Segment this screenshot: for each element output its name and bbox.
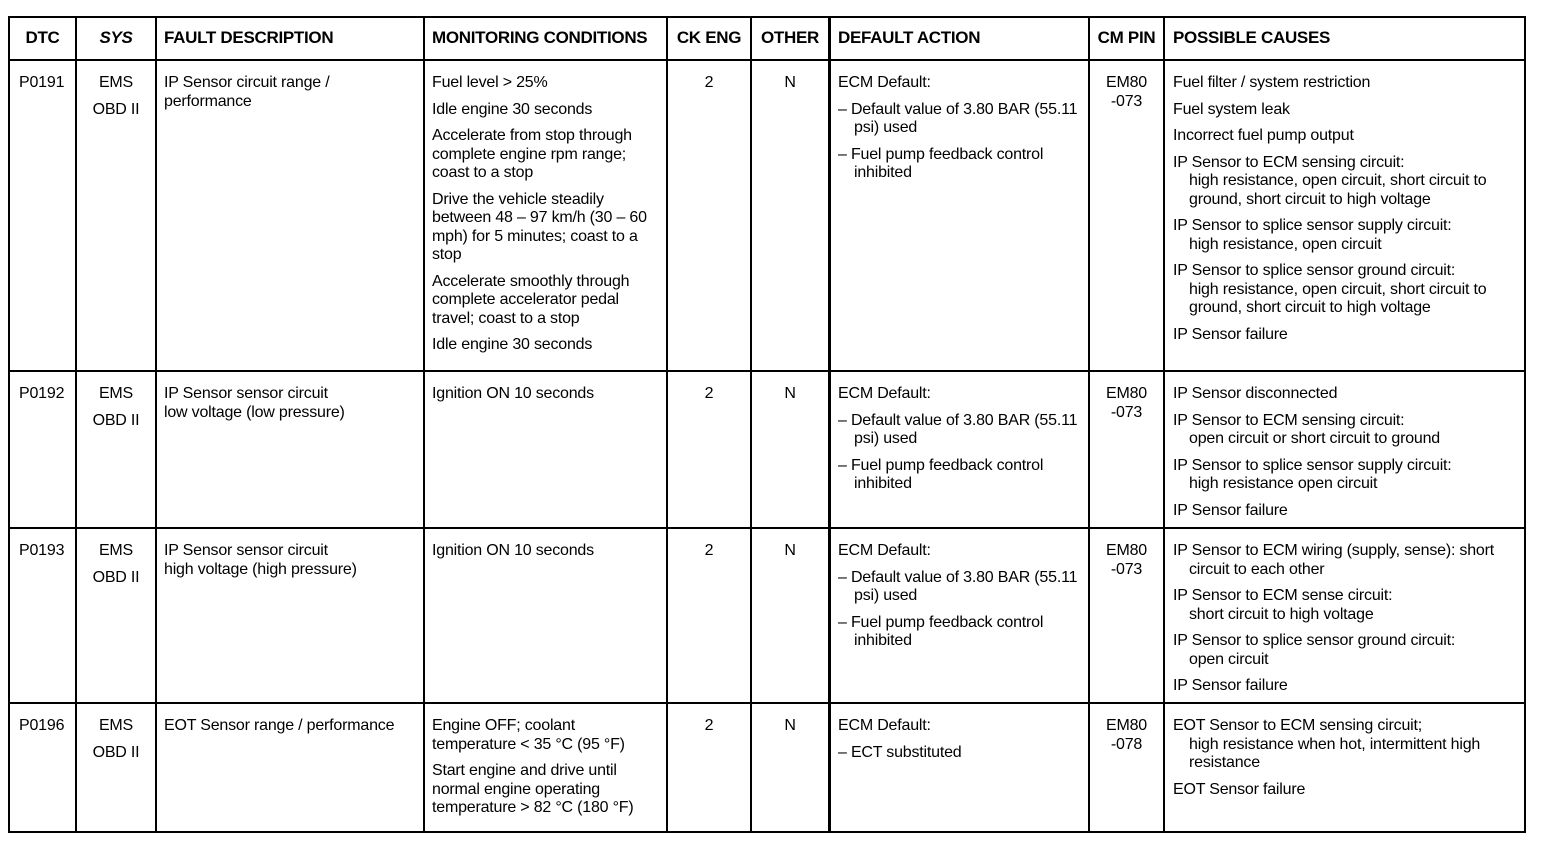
cause-detail: high resistance, open circuit, short circuit to ground, short circuit to high voltage	[1189, 172, 1487, 208]
row4-fault	[164, 717, 419, 736]
row1-sys	[77, 74, 155, 119]
table-rule-row3	[8, 702, 1526, 704]
list-item: IP Sensor failure	[1173, 325, 1288, 343]
row4-default-item: – ECT substituted	[838, 743, 962, 761]
list-item	[1173, 412, 1518, 449]
row3-fault-line2: high voltage (high pressure)	[164, 560, 357, 578]
row3-cm-pin	[1090, 542, 1163, 579]
row3-dtc: P0193	[19, 542, 65, 559]
list-item	[1173, 217, 1518, 254]
row2-monitoring	[432, 385, 660, 404]
row3-monitoring	[432, 542, 660, 561]
cause-detail: open circuit or short circuit to ground	[1189, 430, 1440, 447]
header-fault-description: FAULT DESCRIPTION	[164, 28, 334, 47]
row2-default-action	[838, 385, 1078, 494]
row4-mon-item: Start engine and drive until normal engine operating temperature > 82 °C (180 °F)	[432, 762, 634, 816]
cause-detail: high resistance when hot, intermittent high resistance	[1189, 735, 1481, 771]
row4-other: N	[784, 717, 796, 734]
row2-default-item: – Default value of 3.80 BAR (55.11 psi) used	[838, 411, 1078, 447]
row4-sys-obd: OBD II	[92, 743, 140, 761]
list-item: Fuel filter / system restriction	[1173, 74, 1371, 91]
header-ck-eng: CK ENG	[676, 28, 742, 47]
row1-mon-item: Accelerate smoothly through complete accelerator pedal travel; coast to a stop	[432, 272, 630, 327]
cause-main: IP Sensor to ECM sensing circuit:	[1173, 153, 1405, 171]
row2-pin-connector: EM80	[1106, 385, 1147, 402]
row3-sys-ems: EMS	[98, 542, 134, 559]
row4-fault-line1: EOT Sensor range / performance	[164, 717, 395, 734]
list-item: IP Sensor failure	[1173, 677, 1288, 694]
row2-default-title: ECM Default:	[838, 385, 931, 402]
row2-ck-eng: 2	[704, 385, 714, 402]
cause-main: IP Sensor to splice sensor supply circuit:	[1173, 456, 1452, 474]
row1-sys-obd: OBD II	[92, 100, 140, 118]
list-item: IP Sensor disconnected	[1173, 385, 1338, 402]
row1-dtc: P0191	[19, 74, 65, 91]
row3-pin-number: -073	[1110, 560, 1143, 578]
row4-pin-number: -078	[1110, 735, 1143, 753]
row1-sys-ems: EMS	[98, 74, 134, 91]
row2-fault-line1: IP Sensor sensor circuit	[164, 385, 328, 402]
row1-default-item: – Fuel pump feedback control inhibited	[838, 145, 1044, 181]
row3-default-item: – Default value of 3.80 BAR (55.11 psi) used	[838, 568, 1078, 604]
list-item: Fuel system leak	[1173, 100, 1290, 118]
cause-main: IP Sensor to ECM sensing circuit:	[1173, 411, 1405, 429]
header-default-action: DEFAULT ACTION	[838, 28, 981, 47]
cause-main: IP Sensor to ECM sense circuit:	[1173, 587, 1393, 604]
header-sys: SYS	[99, 28, 133, 47]
header-dtc: DTC	[25, 28, 60, 47]
row1-monitoring	[432, 74, 660, 355]
row3-ck-eng: 2	[704, 542, 714, 559]
cause-detail: open circuit	[1189, 650, 1269, 668]
list-item	[1173, 262, 1518, 318]
row1-mon-item: Idle engine 30 seconds	[432, 336, 593, 353]
row3-fault	[164, 542, 419, 579]
cause-main: IP Sensor to ECM wiring (supply, sense): short	[1173, 542, 1495, 559]
col-rule-monitoring	[666, 16, 668, 833]
row3-fault-line1: IP Sensor sensor circuit	[164, 542, 328, 559]
row1-causes	[1173, 74, 1518, 344]
row4-dtc: P0196	[19, 717, 65, 734]
row4-mon-item: Engine OFF; coolant temperature < 35 °C (95 °F)	[432, 717, 625, 753]
col-rule-pin	[1163, 16, 1165, 833]
list-item	[1173, 632, 1518, 669]
row2-mon-item: Ignition ON 10 seconds	[432, 385, 594, 402]
cause-main: EOT Sensor to ECM sensing circuit;	[1173, 717, 1422, 734]
row3-pin-connector: EM80	[1106, 542, 1147, 559]
list-item: Incorrect fuel pump output	[1173, 127, 1354, 144]
cause-detail: high resistance, open circuit, short circuit to ground, short circuit to high voltage	[1189, 280, 1487, 316]
cause-detail: high resistance, open circuit	[1189, 235, 1382, 253]
list-item	[1173, 717, 1518, 773]
col-rule-sys	[155, 16, 157, 833]
row4-ck-eng: 2	[704, 717, 714, 734]
table-rule-bottom	[8, 831, 1526, 833]
list-item	[1173, 587, 1518, 624]
row2-fault-line2: low voltage (low pressure)	[164, 403, 345, 421]
row4-causes	[1173, 717, 1518, 799]
table-rule-row2	[8, 527, 1526, 529]
col-rule-left	[8, 16, 10, 833]
row1-ck-eng: 2	[704, 74, 714, 91]
col-rule-fault	[423, 16, 425, 833]
list-item	[1173, 542, 1518, 579]
header-cm-pin: CM PIN	[1097, 28, 1156, 47]
cause-detail: circuit to each other	[1189, 560, 1325, 578]
row1-fault-line1: IP Sensor circuit range /	[164, 74, 330, 91]
row2-causes	[1173, 385, 1518, 520]
row4-cm-pin	[1090, 717, 1163, 754]
row4-default-title: ECM Default:	[838, 717, 931, 734]
row2-other: N	[784, 385, 796, 402]
row3-mon-item: Ignition ON 10 seconds	[432, 542, 594, 559]
row4-sys	[77, 717, 155, 762]
cause-main: IP Sensor to splice sensor ground circuit:	[1173, 262, 1456, 279]
col-rule-default	[1088, 16, 1090, 833]
row1-fault-line2: performance	[164, 92, 252, 110]
row1-pin-connector: EM80	[1106, 74, 1147, 91]
row2-sys-ems: EMS	[98, 385, 134, 402]
list-item	[1173, 457, 1518, 494]
col-rule-ckeng	[750, 16, 752, 833]
col-rule-other	[828, 16, 831, 833]
cause-main: IP Sensor to splice sensor supply circuit:	[1173, 217, 1452, 234]
header-other: OTHER	[760, 28, 819, 47]
list-item: EOT Sensor failure	[1173, 780, 1306, 798]
row1-default-item: – Default value of 3.80 BAR (55.11 psi) used	[838, 100, 1078, 136]
table-rule-row1	[8, 370, 1526, 372]
row4-pin-connector: EM80	[1106, 717, 1147, 734]
row1-fault	[164, 74, 419, 111]
row1-mon-item: Accelerate from stop through complete engine rpm range; coast to a stop	[432, 127, 632, 181]
row2-sys-obd: OBD II	[92, 411, 140, 429]
row2-sys	[77, 385, 155, 430]
list-item	[1173, 154, 1518, 210]
row2-fault	[164, 385, 419, 422]
row3-other: N	[784, 542, 796, 559]
row1-mon-item: Drive the vehicle steadily between 48 – 97 km/h (30 – 60 mph) for 5 minutes; coast to a stop	[432, 190, 647, 263]
table-rule-header	[8, 59, 1526, 61]
row3-sys-obd: OBD II	[92, 568, 140, 586]
row1-pin-number: -073	[1110, 92, 1143, 110]
row1-default-title: ECM Default:	[838, 74, 931, 91]
row2-pin-number: -073	[1110, 403, 1143, 421]
row1-mon-item: Idle engine 30 seconds	[432, 100, 593, 118]
row4-monitoring	[432, 717, 660, 818]
row3-sys	[77, 542, 155, 587]
header-monitoring-conditions: MONITORING CONDITIONS	[432, 28, 648, 47]
row2-dtc: P0192	[19, 385, 65, 402]
row2-cm-pin	[1090, 385, 1163, 422]
row3-default-title: ECM Default:	[838, 542, 931, 559]
list-item: IP Sensor failure	[1173, 501, 1288, 519]
row3-default-action	[838, 542, 1078, 651]
cause-main: IP Sensor to splice sensor ground circuit:	[1173, 632, 1456, 649]
row1-other: N	[784, 74, 796, 91]
row1-mon-item: Fuel level > 25%	[432, 74, 548, 91]
row1-default-action	[838, 74, 1078, 183]
col-rule-right	[1524, 16, 1526, 833]
row4-default-action	[838, 717, 1078, 762]
row3-default-item: – Fuel pump feedback control inhibited	[838, 613, 1044, 649]
row2-default-item: – Fuel pump feedback control inhibited	[838, 456, 1044, 492]
cause-detail: high resistance open circuit	[1189, 475, 1378, 492]
row3-causes	[1173, 542, 1518, 696]
cause-detail: short circuit to high voltage	[1189, 605, 1374, 623]
row4-sys-ems: EMS	[98, 717, 134, 734]
row1-cm-pin	[1090, 74, 1163, 111]
header-possible-causes: POSSIBLE CAUSES	[1173, 28, 1331, 47]
